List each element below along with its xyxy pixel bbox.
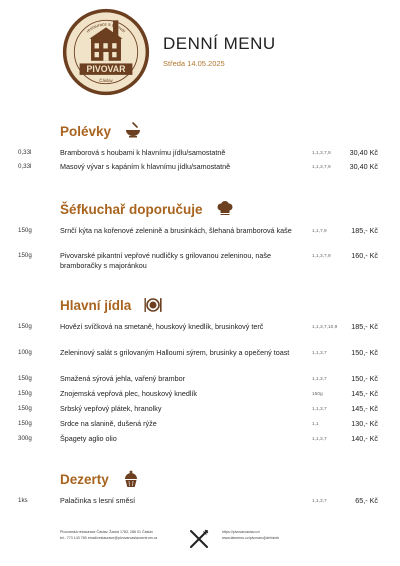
section-title: Hlavní jídla (60, 297, 132, 313)
section-header-chef (60, 196, 235, 222)
footer-website-link[interactable]: https://pivovarcaslav.cz/ (222, 530, 260, 534)
footer-address: Pivovarská restaurace Čáslav, Žacká 1783, 286 01 Čáslav (60, 530, 154, 534)
footer-links (222, 530, 279, 541)
svg-text:restaurace a pivovar: restaurace a pivovar (85, 21, 127, 34)
menu-header (0, 0, 400, 100)
section-header-mains (60, 292, 163, 318)
cupcake-icon (121, 469, 141, 489)
menu-date: Středa 14.05.2025 (163, 59, 225, 68)
svg-text:Čáslav: Čáslav (99, 77, 113, 83)
page-title: DENNÍ MENU (163, 34, 276, 53)
section-title: Dezerty (60, 471, 109, 487)
fork-knife-icon (188, 528, 210, 550)
footer-menu-link[interactable]: www.lakmenu.cz/pivovaru/jidelnicek (222, 535, 280, 540)
section-title: Šéfkuchař doporučuje (60, 201, 203, 217)
soup-bowl-icon (123, 121, 143, 141)
footer-contact (60, 530, 157, 541)
pivovar-logo (62, 8, 150, 96)
plate-cutlery-icon (143, 295, 163, 315)
svg-text:PIVOVAR: PIVOVAR (86, 64, 126, 75)
menu-footer (0, 530, 400, 566)
section-header-desserts (60, 466, 141, 492)
section-header-soups (60, 118, 143, 144)
footer-phone-email: tel.: 773 143 780 email:restaurace@pivovarcaslavcentrum.cz (60, 535, 158, 540)
section-title: Polévky (60, 123, 112, 139)
chef-hat-icon (215, 199, 235, 219)
